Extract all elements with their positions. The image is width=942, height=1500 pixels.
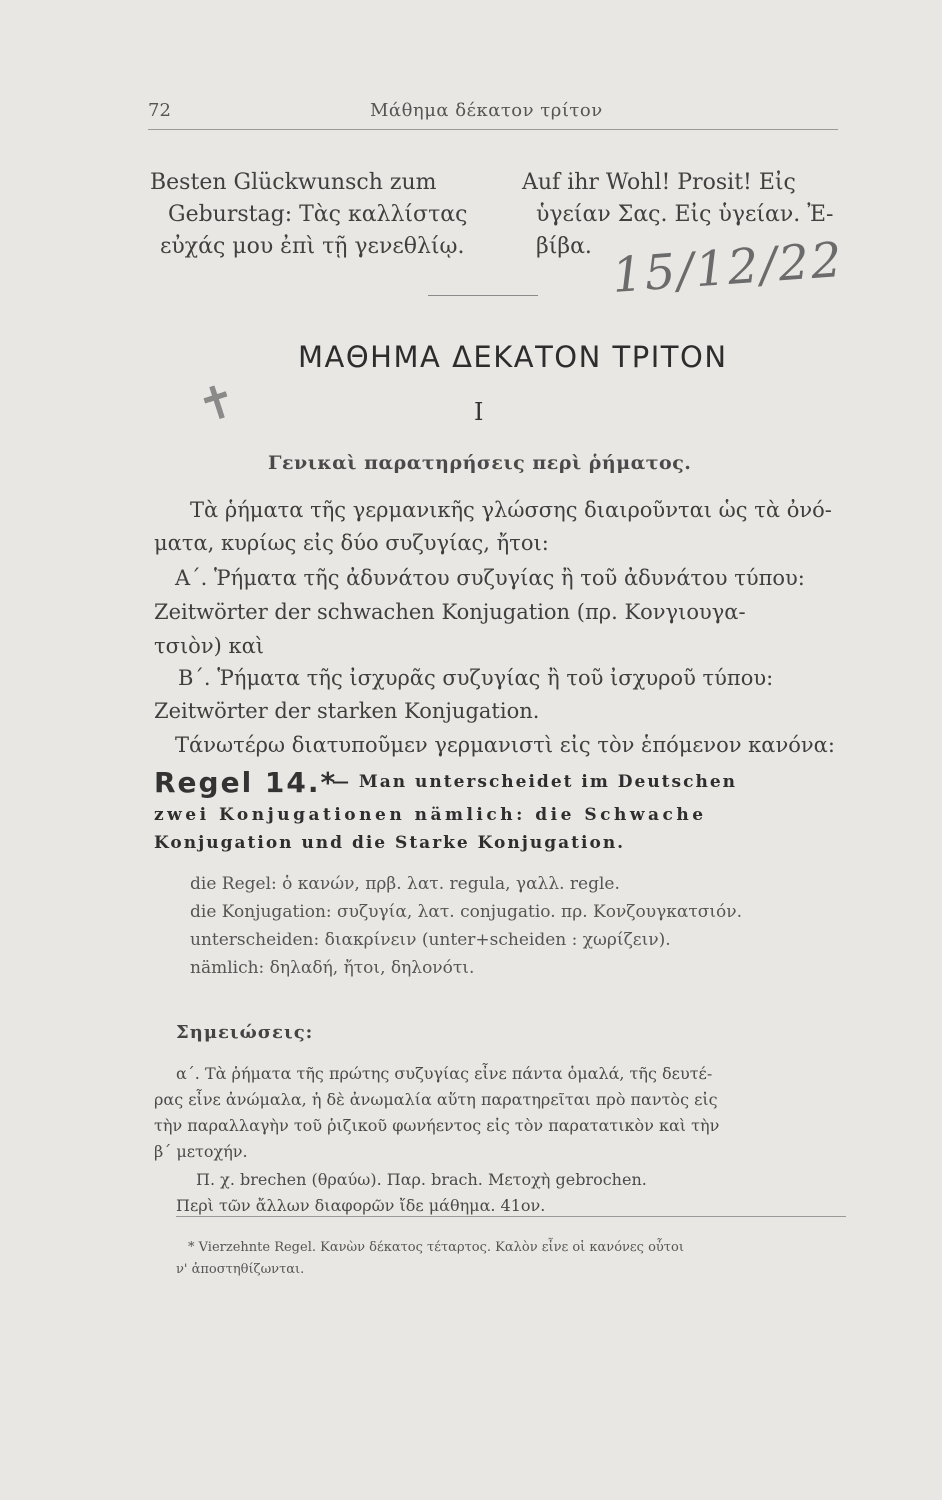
- rule-label: Regel 14.*: [154, 766, 338, 799]
- rule-line-2: zwei Konjugationen nämlich: die Schwache: [154, 805, 707, 825]
- header-rule: [148, 129, 838, 130]
- body-line-3: Α΄. Ῥήματα τῆς ἀδυνάτου συζυγίας ἢ τοῦ ἀδυνάτου τύπου:: [175, 566, 805, 590]
- section-subheading: Γενικαὶ παρατηρήσεις περὶ ῥήματος.: [268, 452, 692, 474]
- body-line-1: Τὰ ῥήματα τῆς γερμανικῆς γλώσσης διαιροῦνται ὡς τὰ ὀνό-: [190, 498, 832, 522]
- body-line-2: ματα, κυρίως εἰς δύο συζυγίας, ἤτοι:: [154, 531, 549, 555]
- note-line-1: α΄. Τὰ ῥήματα τῆς πρώτης συζυγίας εἶνε πάντα ὁμαλά, τῆς δευτέ-: [176, 1064, 713, 1083]
- vocab-line-2: die Konjugation: συζυγία, λατ. conjugatio. πρ. Κονζουγκατσιόν.: [190, 902, 742, 922]
- phrase-left-line-3: εὐχάς μου ἐπὶ τῇ γενεθλίῳ.: [160, 234, 465, 259]
- handwritten-date-note: 15/12/22: [610, 231, 846, 305]
- body-line-6: Β΄. Ῥήματα τῆς ἰσχυρᾶς συζυγίας ἢ τοῦ ἰσχυροῦ τύπου:: [178, 666, 774, 690]
- section-number: I: [474, 398, 484, 426]
- note-line-2: ρας εἶνε ἀνώμαλα, ἡ δὲ ἀνωμαλία αὕτη παρατηρεῖται πρὸ παντὸς εἰς: [154, 1090, 718, 1109]
- lesson-title: ΜΑΘΗΜΑ ΔΕΚΑΤΟΝ ΤΡΙΤΟΝ: [298, 340, 728, 374]
- rule-line-1: — Man unterscheidet im Deutschen: [332, 772, 737, 792]
- page-number: 72: [148, 100, 171, 121]
- body-line-4: Zeitwörter der schwachen Konjugation (πρ. Κονγιουγα-: [154, 600, 746, 624]
- running-title: Μάθημα δέκατον τρίτον: [370, 100, 603, 121]
- footnote-line-2: ν' ἀποστηθίζωνται.: [176, 1262, 305, 1277]
- footnote-line-1: * Vierzehnte Regel. Κανὼν δέκατος τέταρτος. Καλὸν εἶνε οἱ κανόνες οὗτοι: [188, 1240, 684, 1255]
- phrase-right-line-1: Auf ihr Wohl! Prosit! Εἰς: [522, 170, 796, 195]
- rule-line-3: Konjugation und die Starke Konjugation.: [154, 833, 626, 853]
- handwritten-mark-icon: ✝: [190, 371, 244, 435]
- vocab-line-3: unterscheiden: διακρίνειν (unter+scheiden : χωρίζειν).: [190, 930, 671, 950]
- note-line-6: Περὶ τῶν ἄλλων διαφορῶν ἴδε μάθημα. 41ον.: [176, 1196, 546, 1215]
- notes-heading: Σημειώσεις:: [176, 1022, 314, 1043]
- phrase-right-line-3: βίβα.: [536, 234, 592, 259]
- vocab-line-4: nämlich: δηλαδή, ἤτοι, δηλονότι.: [190, 958, 475, 978]
- body-line-5: τσιὸν) καὶ: [154, 634, 265, 658]
- section-separator-rule: [428, 295, 538, 296]
- footnote-rule: [176, 1216, 846, 1217]
- vocab-line-1: die Regel: ὁ κανών, πρβ. λατ. regula, γαλλ. regle.: [190, 874, 620, 894]
- body-line-7: Zeitwörter der starken Konjugation.: [154, 699, 540, 723]
- note-line-5: Π. χ. brechen (θραύω). Παρ. brach. Μετοχὴ gebrochen.: [196, 1170, 647, 1189]
- phrase-right-line-2: ὑγείαν Σας. Εἰς ὑγείαν. Ἐ-: [536, 202, 834, 227]
- phrase-left-line-1: Besten Glückwunsch zum: [150, 170, 437, 195]
- note-line-4: β΄ μετοχήν.: [154, 1142, 248, 1161]
- phrase-left-line-2: Geburstag: Τὰς καλλίστας: [168, 202, 468, 227]
- note-line-3: τὴν παραλλαγὴν τοῦ ῥιζικοῦ φωνήεντος εἰς τὸν παρατατικὸν καὶ τὴν: [154, 1116, 720, 1135]
- body-line-8: Τάνωτέρω διατυποῦμεν γερμανιστὶ εἰς τὸν ἑπόμενον κανόνα:: [175, 733, 835, 757]
